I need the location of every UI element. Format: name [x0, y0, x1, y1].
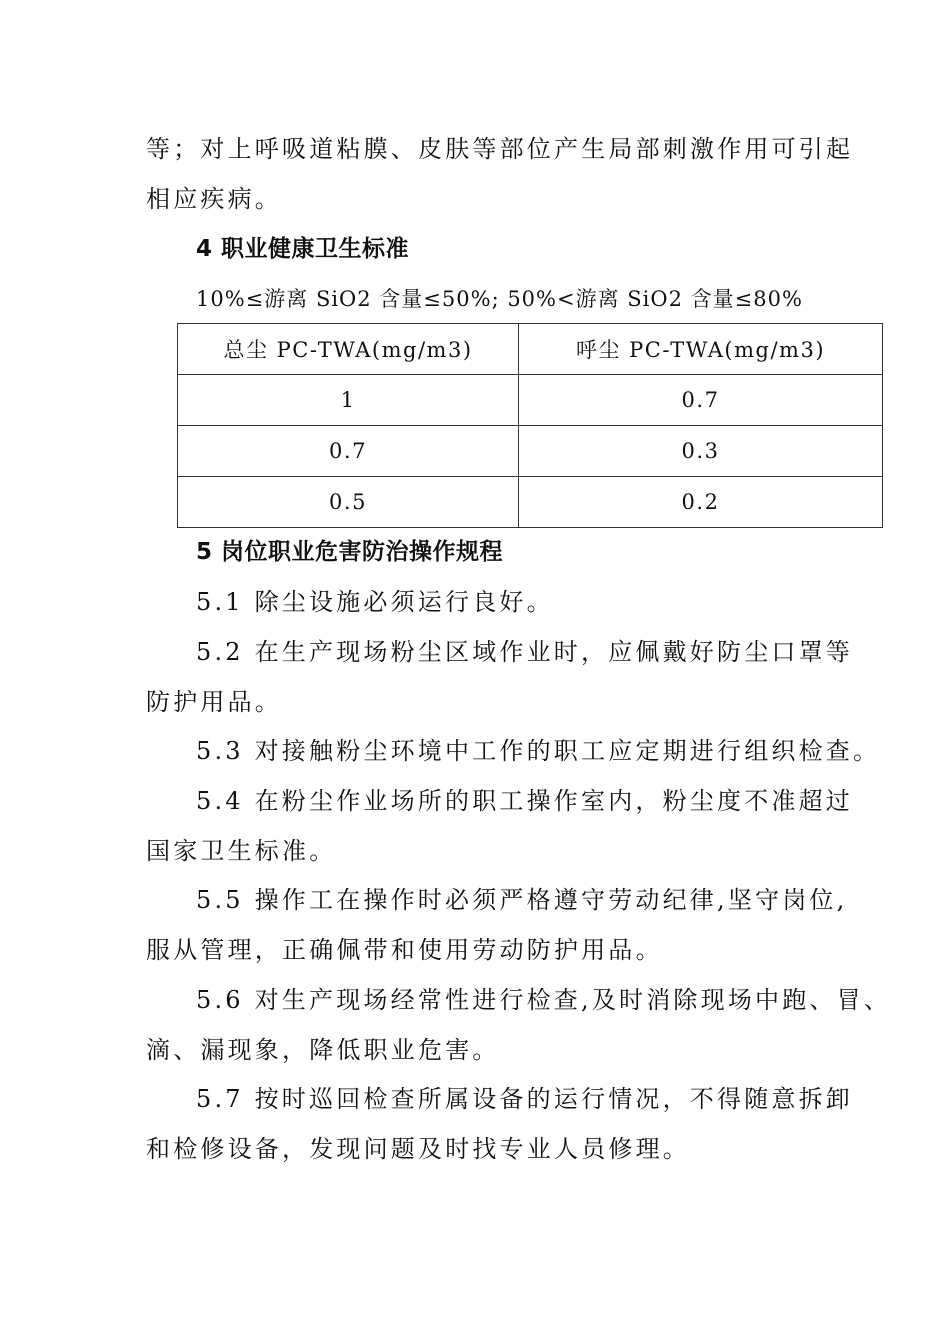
item-5-7-cont: 和检修设备，发现问题及时找专业人员修理。 [146, 1135, 690, 1163]
item-5-4: 5.4 在粉尘作业场所的职工操作室内，粉尘度不准超过 [196, 787, 853, 815]
item-5-7: 5.7 按时巡回检查所属设备的运行情况，不得随意拆卸 [196, 1085, 853, 1113]
table-cell: 0.7 [519, 375, 883, 426]
table-header-row [178, 324, 883, 375]
section-5-heading: 5 岗位职业危害防治操作规程 [196, 539, 504, 565]
item-5-2-cont: 防护用品。 [146, 688, 282, 716]
table-cell: 0.2 [519, 477, 883, 528]
item-5-5: 5.5 操作工在操作时必须严格遵守劳动纪律,坚守岗位, [196, 886, 848, 914]
item-5-6: 5.6 对生产现场经常性进行检查,及时消除现场中跑、冒、 [196, 986, 892, 1014]
table-row [178, 477, 883, 528]
header-total-dust: 总尘 PC-TWA(mg/m3) [178, 324, 519, 375]
item-5-6-cont: 滴、漏现象，降低职业危害。 [146, 1036, 500, 1064]
intro-line-2: 相应疾病。 [146, 185, 282, 213]
table-row [178, 426, 883, 477]
header-respirable-dust: 呼尘 PC-TWA(mg/m3) [519, 324, 883, 375]
item-5-5-cont: 服从管理，正确佩带和使用劳动防护用品。 [146, 936, 663, 964]
table-cell: 0.3 [519, 426, 883, 477]
table-cell: 1 [178, 375, 519, 426]
item-5-2: 5.2 在生产现场粉尘区域作业时，应佩戴好防尘口罩等 [196, 638, 853, 666]
dust-standard-table [177, 323, 883, 528]
item-5-4-cont: 国家卫生标准。 [146, 837, 337, 865]
sio2-condition: 10%≤游离 SiO2 含量≤50%; 50%<游离 SiO2 含量≤80% [196, 287, 803, 311]
table-cell: 0.7 [178, 426, 519, 477]
table-cell: 0.5 [178, 477, 519, 528]
intro-line-1: 等；对上呼吸道粘膜、皮肤等部位产生局部刺激作用可引起 [146, 135, 854, 163]
section-4-heading: 4 职业健康卫生标准 [196, 236, 410, 262]
table-row [178, 375, 883, 426]
item-5-3: 5.3 对接触粉尘环境中工作的职工应定期进行组织检查。 [196, 737, 881, 765]
item-5-1: 5.1 除尘设施必须运行良好。 [196, 588, 554, 616]
